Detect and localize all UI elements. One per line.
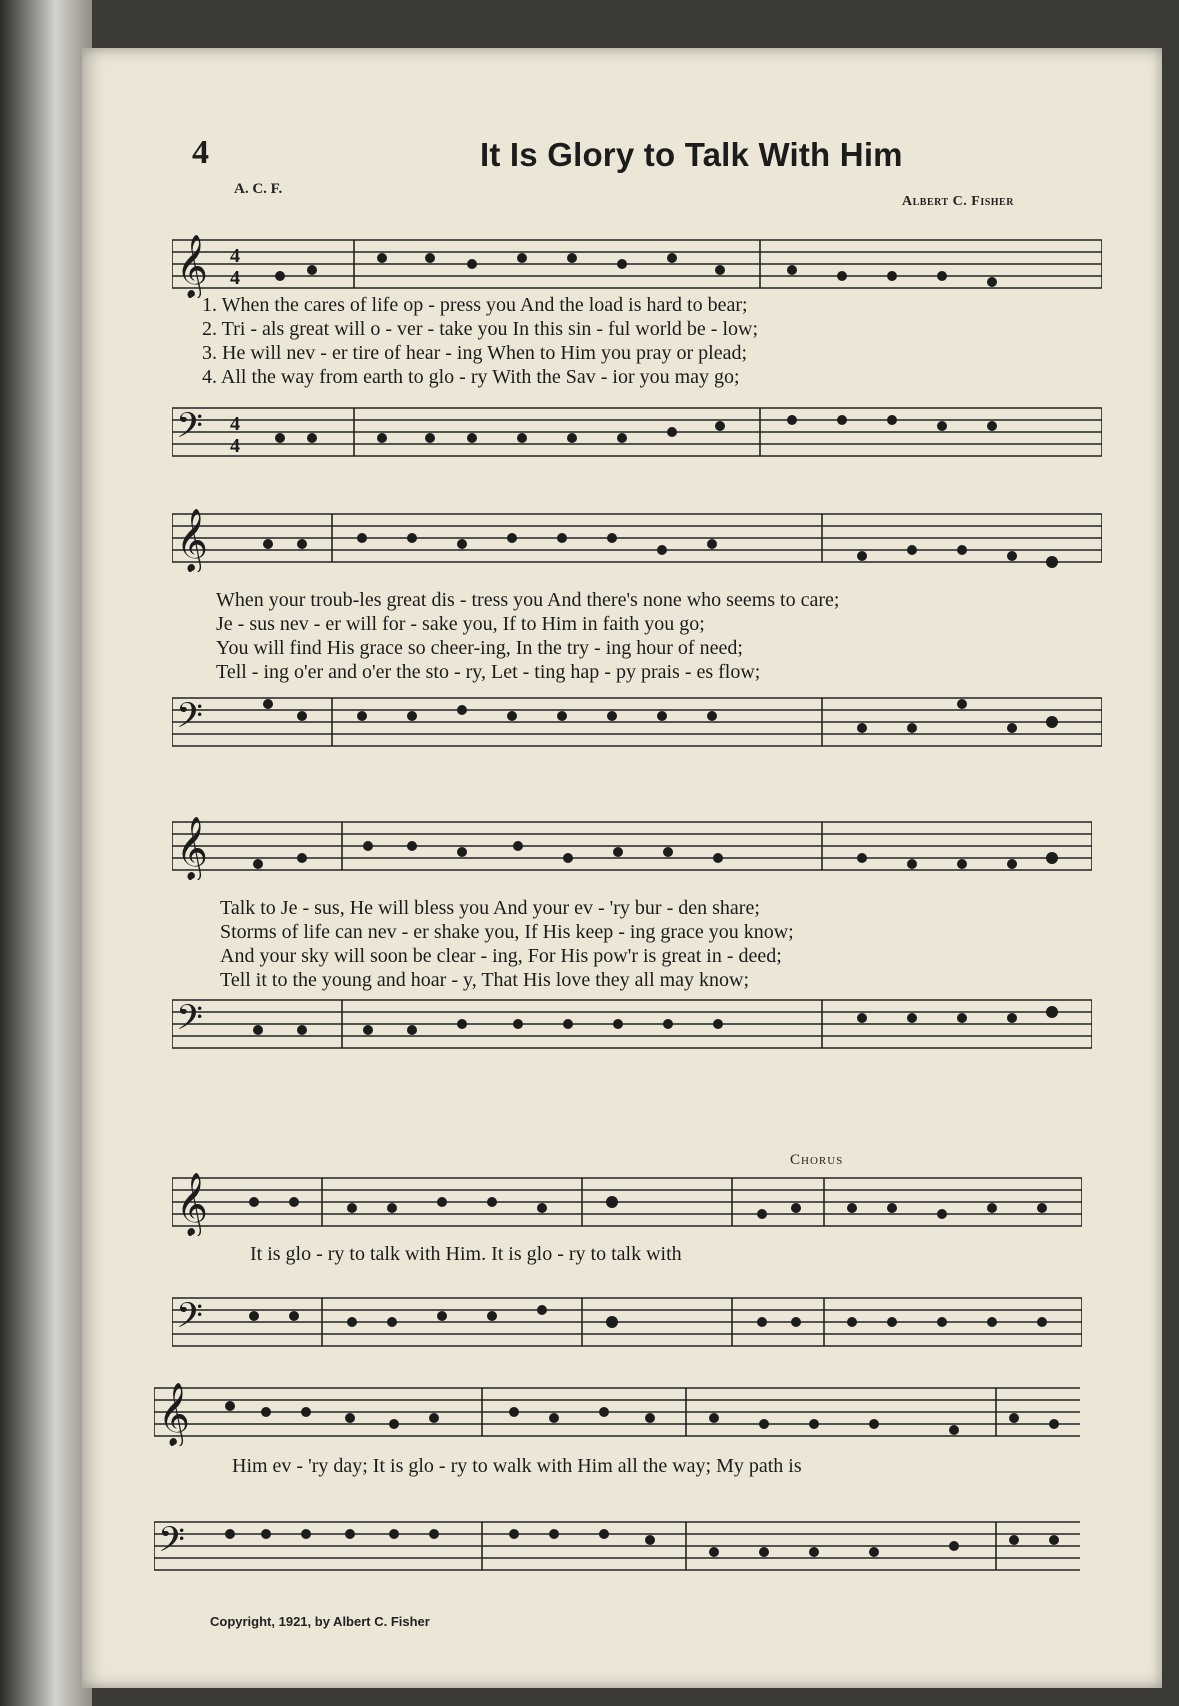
lyric-line: You will find His grace so cheer-ing, In the try - ing hour of need; <box>216 637 743 659</box>
chorus-lyrics <box>232 1454 802 1478</box>
lyric-line: Talk to Je - sus, He will bless you And your ev - 'ry bur - den share; <box>220 897 760 919</box>
hymnal-page <box>82 48 1162 1688</box>
treble-staff <box>172 226 1102 298</box>
svg-text:4: 4 <box>230 245 240 267</box>
svg-text:𝄢: 𝄢 <box>176 405 204 454</box>
verse-lyrics <box>220 896 794 992</box>
svg-text:4: 4 <box>230 267 240 289</box>
lyric-line: 2. Tri - als great will o - ver - take you In this sin - ful world be - low; <box>202 318 759 340</box>
bass-staff <box>172 986 1092 1058</box>
song-title: It Is Glory to Talk With Him <box>480 136 903 173</box>
lyric-line: And your sky will soon be clear - ing, For His pow'r is great in - deed; <box>220 945 782 967</box>
lyric-line: It is glo - ry to talk with Him. It is glo - ry to talk with <box>250 1243 682 1265</box>
bass-staff <box>172 1284 1082 1356</box>
svg-text:𝄢: 𝄢 <box>158 1519 186 1568</box>
svg-text:𝄞: 𝄞 <box>176 1172 208 1235</box>
treble-staff <box>154 1374 1080 1446</box>
composer-credit: Albert C. Fisher <box>902 194 1014 209</box>
lyric-line: Tell - ing o'er and o'er the sto - ry, Let - ting hap - py prais - es flow; <box>216 661 761 683</box>
lyric-line: 4. All the way from earth to glo - ry With the Sav - ior you may go; <box>202 366 740 388</box>
chorus-label: Chorus <box>790 1152 844 1168</box>
copyright-notice: Copyright, 1921, by Albert C. Fisher <box>210 1614 430 1629</box>
svg-text:𝄞: 𝄞 <box>176 508 208 571</box>
verse-lyrics <box>216 588 839 684</box>
page-number: 4 <box>192 134 209 171</box>
chorus-lyrics <box>250 1242 682 1266</box>
svg-text:𝄢: 𝄢 <box>176 695 204 744</box>
bass-staff <box>172 394 1102 466</box>
treble-staff <box>172 808 1092 880</box>
lyric-line: When your troub-les great dis - tress you And there's none who seems to care; <box>216 589 840 611</box>
lyric-line: 1. When the cares of life op - press you And the load is hard to bear; <box>202 294 748 316</box>
svg-text:𝄢: 𝄢 <box>176 1295 204 1344</box>
lyric-line: Him ev - 'ry day; It is glo - ry to walk with Him all the way; My path is <box>232 1455 802 1477</box>
svg-text:4: 4 <box>230 435 240 457</box>
svg-text:𝄞: 𝄞 <box>176 816 208 879</box>
bass-staff <box>154 1508 1080 1580</box>
lyric-line: Tell it to the young and hoar - y, That His love they all may know; <box>220 969 750 991</box>
lyric-line: Je - sus nev - er will for - sake you, If to Him in faith you go; <box>216 613 705 635</box>
book-spine <box>0 0 92 1706</box>
svg-text:𝄞: 𝄞 <box>176 234 208 297</box>
treble-staff <box>172 500 1102 572</box>
verse-lyrics <box>202 293 758 389</box>
credit-initials: A. C. F. <box>234 181 283 197</box>
lyric-line: 3. He will nev - er tire of hear - ing When to Him you pray or plead; <box>202 342 748 364</box>
treble-staff <box>172 1164 1082 1236</box>
bass-staff <box>172 684 1102 756</box>
svg-text:𝄞: 𝄞 <box>158 1382 190 1445</box>
svg-text:4: 4 <box>230 413 240 435</box>
svg-text:𝄢: 𝄢 <box>176 997 204 1046</box>
lyric-line: Storms of life can nev - er shake you, If His keep - ing grace you know; <box>220 921 794 943</box>
